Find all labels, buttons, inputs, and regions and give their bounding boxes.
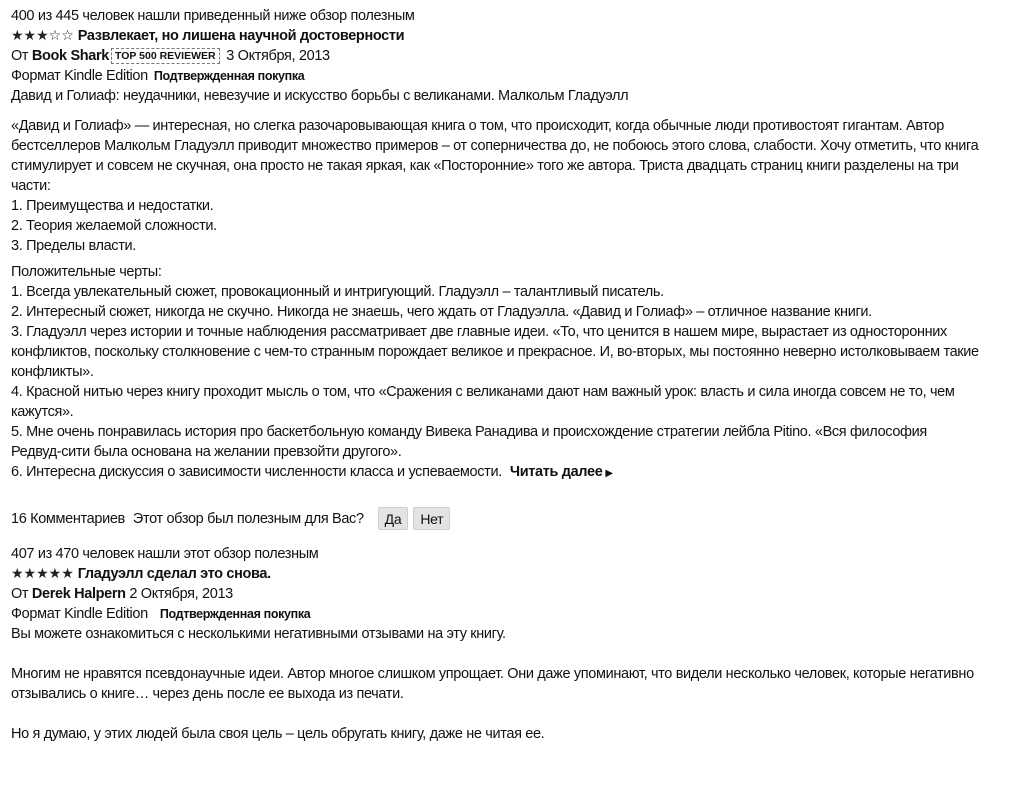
review-date: 3 Октября, 2013 <box>226 48 330 64</box>
yes-button[interactable]: Да <box>378 507 409 530</box>
text-line: части: <box>11 178 51 194</box>
review-positives <box>11 262 1010 484</box>
review-header <box>11 26 1010 46</box>
review-byline <box>11 46 1010 66</box>
author-link[interactable]: Book Shark <box>31 48 110 64</box>
text-line: Редвуд-сити была основана на желании превзойти другого». <box>11 444 402 460</box>
star-rating-icon: ★★★☆☆ <box>11 28 74 44</box>
by-label: От <box>11 48 29 64</box>
helpful-count: 400 из 445 человек нашли приведенный ниже обзор полезным <box>11 8 415 24</box>
verified-purchase-badge: Подтвержденная покупка <box>153 69 305 83</box>
text-line: «Давид и Голиаф» — интересная, но слегка разочаровывающая книга о том, что происходит, когда обычные люди противостоят гигантам. Автор <box>11 118 944 134</box>
text-line: 1. Преимущества и недостатки. <box>11 198 214 214</box>
caret-right-icon: ▶ <box>605 468 613 479</box>
review-subtitle: Давид и Голиаф: неудачники, невезучие и искусство борьбы с великанами. Малкольм Гладуэлл <box>11 88 629 104</box>
text-line: отзывались о книге… через день после ее выхода из печати. <box>11 686 404 702</box>
star-rating-icon: ★★★★★ <box>11 566 74 582</box>
text-line: 2. Теория желаемой сложности. <box>11 218 217 234</box>
helpful-count: 407 из 470 человек нашли этот обзор полезным <box>11 546 319 562</box>
verified-purchase-badge: Подтвержденная покупка <box>159 607 311 621</box>
text-line: Многим не нравятся псевдонаучные идеи. Автор многое слишком упрощает. Они даже упоминают, что видели несколько человек, которые негативно <box>11 666 974 682</box>
read-more-link[interactable] <box>510 464 613 480</box>
helpful-question: Этот обзор был полезным для Вас? <box>132 510 364 527</box>
text-line: 4. Красной нитью через книгу проходит мысль о том, что «Сражения с великанами дают нам важный урок: власть и сила иногда совсем не то, чем <box>11 384 955 400</box>
vote-row <box>11 507 1010 530</box>
text-line: 3. Пределы власти. <box>11 238 136 254</box>
format-line <box>11 66 1010 86</box>
by-label: От <box>11 586 29 602</box>
text-line: конфликты». <box>11 364 94 380</box>
text-line: Положительные черты: <box>11 264 162 280</box>
text-line: 3. Гладуэлл через истории и точные наблюдения рассматривает две главные идеи. «То, что ценится в нашем мире, вырастает из односторонних <box>11 324 947 340</box>
review-intro <box>11 116 1010 256</box>
text-line: стимулирует и совсем не скучная, она просто не такая яркая, как «Посторонние» того же автора. Триста двадцать страниц книги разделены на три <box>11 158 959 174</box>
review-title[interactable]: Гладуэлл сделал это снова. <box>77 566 271 582</box>
format-label: Формат Kindle Edition <box>11 68 148 84</box>
text-line: 2. Интересный сюжет, никогда не скучно. Никогда не знаешь, чего ждать от Гладуэлла. «Давид и Голиаф» – отличное название книги. <box>11 304 872 320</box>
review-title[interactable]: Развлекает, но лишена научной достоверности <box>77 28 405 44</box>
text-line: кажутся». <box>11 404 74 420</box>
read-more-label: Читать далее <box>509 464 603 480</box>
review-date: 2 Октября, 2013 <box>129 586 233 602</box>
text-line: бестселлеров Малкольм Гладуэлл приводит множество примеров – от соперничества до, не побоюсь этого слова, слабости. Хочу отметить, что книга <box>11 138 979 154</box>
comments-link[interactable]: 16 Комментариев <box>11 510 125 527</box>
text-line: 1. Всегда увлекательный сюжет, провокационный и интригующий. Гладуэлл – талантливый писатель. <box>11 284 664 300</box>
text-line: конфликтов, поскольку столкновение с чем-то странным порождает великое и прекрасное. И, во-вторых, мы постоянно неверно истолковываем такие <box>11 344 979 360</box>
no-button[interactable]: Нет <box>413 507 450 530</box>
author-link[interactable]: Derek Halpern <box>31 586 126 602</box>
text-line: 5. Мне очень понравилась история про баскетбольную команду Вивека Ранадива и происхождение стратегии лейбла Pitino. «Вся философия <box>11 424 927 440</box>
text-line: Но я думаю, у этих людей была своя цель – цель обругать книгу, даже не читая ее. <box>11 726 545 742</box>
text-line-last <box>11 462 1010 484</box>
top-reviewer-badge[interactable]: TOP 500 REVIEWER <box>111 48 220 64</box>
review <box>11 6 1010 530</box>
review <box>11 544 1010 744</box>
format-line <box>11 604 1010 624</box>
last-line-text: 6. Интересна дискуссия о зависимости численности класса и успеваемости. <box>11 464 502 480</box>
review-byline <box>11 584 1010 604</box>
format-label: Формат Kindle Edition <box>11 606 148 622</box>
text-line: Вы можете ознакомиться с несколькими негативными отзывами на эту книгу. <box>11 626 506 642</box>
review-header <box>11 564 1010 584</box>
